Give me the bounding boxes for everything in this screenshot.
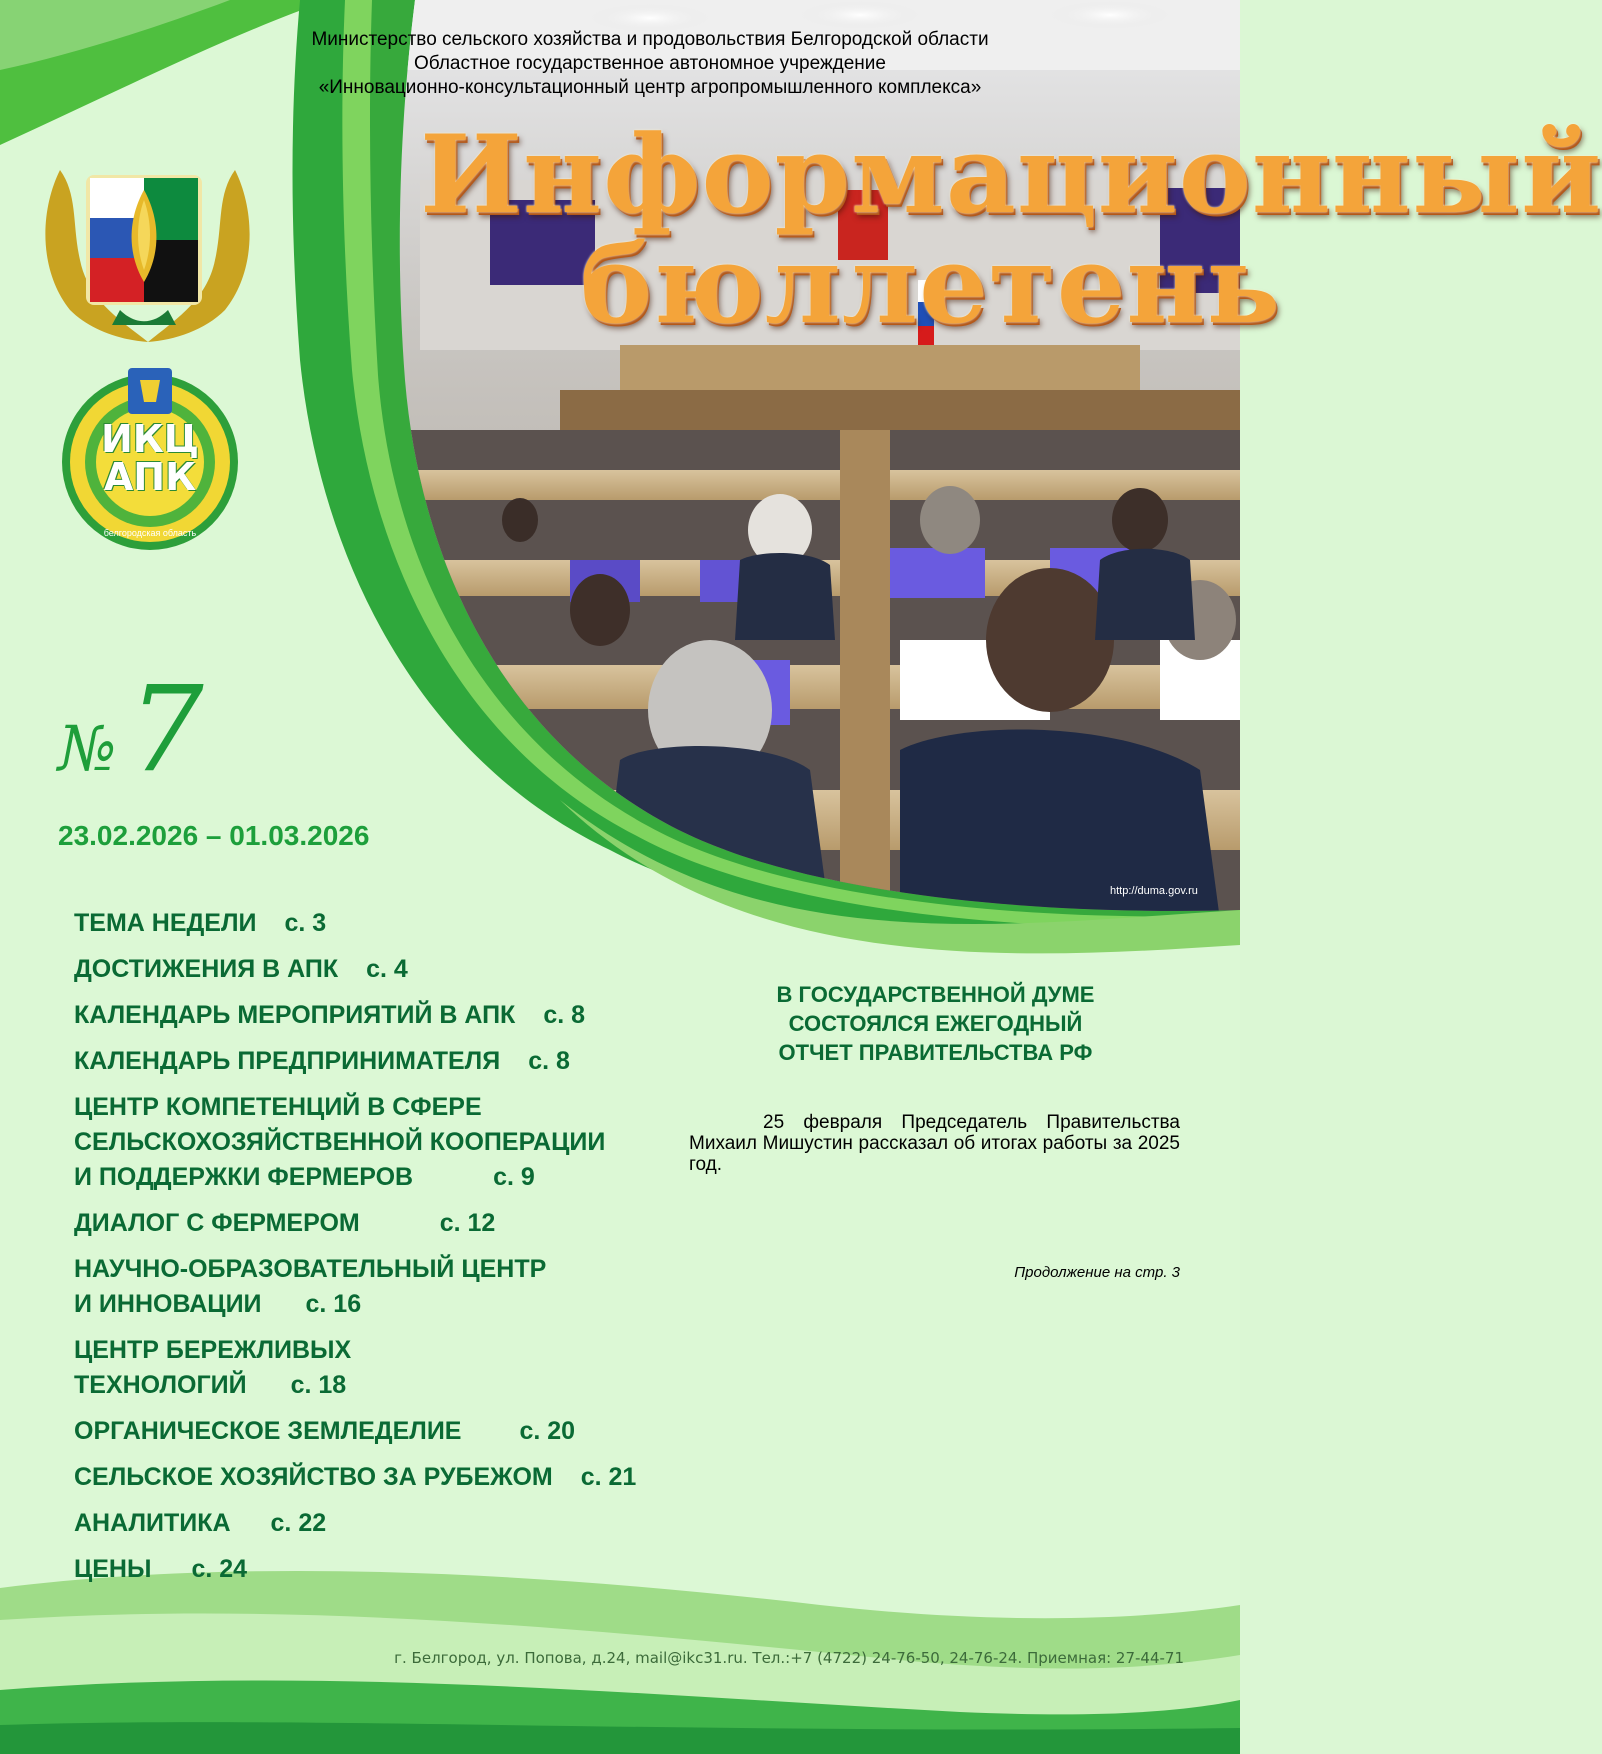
table-of-contents (74, 906, 674, 1598)
logo-text-apk: АПК (103, 455, 197, 499)
logo-text-ikc: ИКЦ (100, 417, 200, 461)
toc-item-farmer-dialog[interactable]: ДИАЛОГ С ФЕРМЕРОМ с. 12 (74, 1209, 496, 1237)
lead-article-headline: В ГОСУДАРСТВЕННОЙ ДУМЕ СОСТОЯЛСЯ ЕЖЕГОДНЫЙ ОТЧЕТ ПРАВИТЕЛЬСТВА РФ (776, 982, 1095, 1065)
logo-ring-text: белгородская область (103, 528, 197, 538)
center-name-line: «Инновационно-консультационный центр агропромышленного комплекса» (318, 77, 982, 98)
institution-line: Областное государственное автономное учреждение (414, 53, 886, 74)
toc-item-events-calendar[interactable]: КАЛЕНДАРЬ МЕРОПРИЯТИЙ В АПК с. 8 (74, 1001, 586, 1029)
toc-item-analytics[interactable]: АНАЛИТИКА с. 22 (74, 1509, 327, 1537)
toc-item-agriculture-abroad[interactable]: СЕЛЬСКОЕ ХОЗЯЙСТВО ЗА РУБЕЖОМ с. 21 (74, 1463, 637, 1491)
photo-credit: http://duma.gov.ru (1110, 885, 1198, 897)
region-coat-of-arms (45, 170, 249, 342)
toc-item-achievements[interactable]: ДОСТИЖЕНИЯ В АПК с. 4 (74, 955, 408, 983)
issue-label: № (58, 712, 117, 785)
lead-article-text: 25 февраля Председатель Правительства Михаил Мишустин рассказал об итогах работы за 2025 год. (689, 1112, 1180, 1175)
continuation-link[interactable]: Продолжение на стр. 3 (1014, 1264, 1180, 1281)
contact-footer: г. Белгород, ул. Попова, д.24, mail@ikc31.ru. Тел.:+7 (4722) 24-76-50, 24-76-24. Приемная: 27-44-71 (394, 1649, 1184, 1667)
issue-dates: 23.02.2026 – 01.03.2026 (58, 820, 370, 851)
toc-item-lean-technologies[interactable]: ЦЕНТР БЕРЕЖЛИВЫХ ТЕХНОЛОГИЙ с. 18 (74, 1336, 352, 1399)
toc-item-entrepreneur-calendar[interactable]: КАЛЕНДАРЬ ПРЕДПРИНИМАТЕЛЯ с. 8 (74, 1047, 570, 1075)
toc-item-organic-farming[interactable]: ОРГАНИЧЕСКОЕ ЗЕМЛЕДЕЛИЕ с. 20 (74, 1417, 576, 1445)
toc-item-competence-center[interactable]: ЦЕНТР КОМПЕТЕНЦИЙ В СФЕРЕ СЕЛЬСКОХОЗЯЙСТВЕННОЙ КООПЕРАЦИИ И ПОДДЕРЖКИ ФЕРМЕРОВ с. 9 (74, 1093, 606, 1191)
toc-item-prices[interactable]: ЦЕНЫ с. 24 (74, 1555, 248, 1583)
bulletin-title-line1: Информационный (420, 112, 1602, 238)
issue-number (58, 660, 204, 798)
bulletin-title-line2: бюллетень (580, 222, 1281, 348)
toc-item-theme-week[interactable]: ТЕМА НЕДЕЛИ с. 3 (74, 909, 327, 937)
issue-value: 7 (128, 660, 204, 798)
logo-text (100, 417, 200, 499)
publisher-header (0, 28, 1240, 100)
ministry-line: Министерство сельского хозяйства и продовольствия Белгородской области (311, 29, 989, 50)
toc-item-science-center[interactable]: НАУЧНО-ОБРАЗОВАТЕЛЬНЫЙ ЦЕНТР И ИННОВАЦИИ с. 16 (74, 1255, 547, 1318)
